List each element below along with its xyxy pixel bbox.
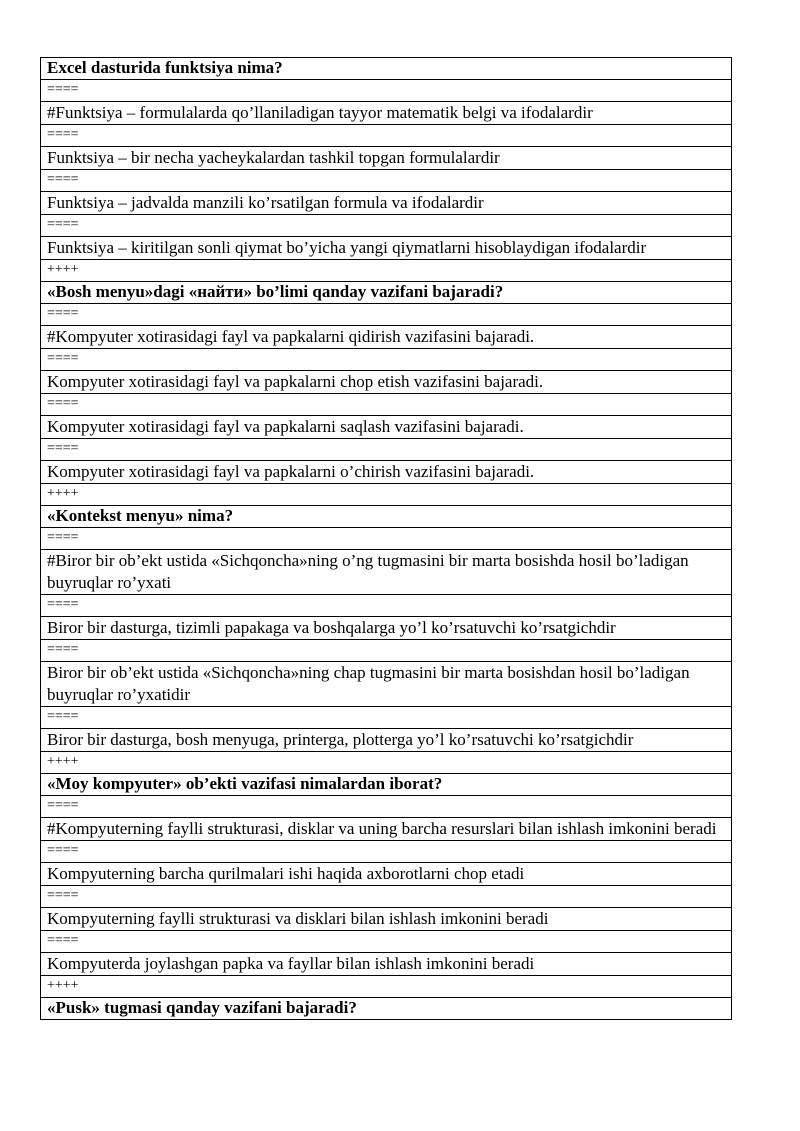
separator-text: ==== bbox=[41, 170, 732, 192]
answer-text: Biror bir dasturga, tizimli papakaga va boshqalarga yo’l ko’rsatuvchi ko’rsatgichdir bbox=[41, 617, 732, 640]
answer-text: Kompyuterda joylashgan papka va fayllar bilan ishlash imkonini beradi bbox=[41, 953, 732, 976]
separator-text: ==== bbox=[41, 215, 732, 237]
separator-row bbox=[41, 796, 732, 818]
answer-row bbox=[41, 908, 732, 931]
separator-text: ==== bbox=[41, 125, 732, 147]
separator-text: ==== bbox=[41, 640, 732, 662]
separator-text: ++++ bbox=[41, 752, 732, 774]
separator-row bbox=[41, 886, 732, 908]
answer-text: Kompyuter xotirasidagi fayl va papkalarni chop etish vazifasini bajaradi. bbox=[41, 371, 732, 394]
separator-row bbox=[41, 976, 732, 998]
answer-row bbox=[41, 192, 732, 215]
answer-row bbox=[41, 237, 732, 260]
question-row bbox=[41, 58, 732, 80]
answer-row bbox=[41, 326, 732, 349]
separator-row bbox=[41, 707, 732, 729]
question-text: «Kontekst menyu» nima? bbox=[41, 506, 732, 528]
separator-text: ==== bbox=[41, 931, 732, 953]
answer-row bbox=[41, 953, 732, 976]
document-page bbox=[40, 57, 732, 1020]
question-table bbox=[40, 57, 732, 1020]
answer-text: #Kompyuter xotirasidagi fayl va papkalarni qidirish vazifasini bajaradi. bbox=[41, 326, 732, 349]
separator-row bbox=[41, 80, 732, 102]
separator-row bbox=[41, 640, 732, 662]
question-row bbox=[41, 506, 732, 528]
separator-row bbox=[41, 215, 732, 237]
separator-text: ==== bbox=[41, 707, 732, 729]
answer-row bbox=[41, 662, 732, 707]
separator-row bbox=[41, 125, 732, 147]
separator-row bbox=[41, 394, 732, 416]
separator-text: ++++ bbox=[41, 976, 732, 998]
answer-row bbox=[41, 416, 732, 439]
answer-text: Funktsiya – kiritilgan sonli qiymat bo’yicha yangi qiymatlarni hisoblaydigan ifodalardir bbox=[41, 237, 732, 260]
question-text: Excel dasturida funktsiya nima? bbox=[41, 58, 732, 80]
separator-row bbox=[41, 260, 732, 282]
question-text: «Moy kompyuter» ob’ekti vazifasi nimalardan iborat? bbox=[41, 774, 732, 796]
separator-text: ==== bbox=[41, 394, 732, 416]
answer-text: #Funktsiya – formulalarda qo’llaniladigan tayyor matematik belgi va ifodalardir bbox=[41, 102, 732, 125]
separator-text: ==== bbox=[41, 886, 732, 908]
separator-text: ==== bbox=[41, 304, 732, 326]
question-text: «Pusk» tugmasi qanday vazifani bajaradi? bbox=[41, 998, 732, 1020]
answer-text: #Biror bir ob’ekt ustida «Sichqoncha»ning o’ng tugmasini bir marta bosishda hosil bo’ladigan buyruqlar ro’yxati bbox=[41, 550, 732, 595]
answer-text: #Kompyuterning faylli strukturasi, disklar va uning barcha resurslari bilan ishlash imkonini beradi bbox=[41, 818, 732, 841]
separator-row bbox=[41, 595, 732, 617]
answer-text: Biror bir dasturga, bosh menyuga, printerga, plotterga yo’l ko’rsatuvchi ko’rsatgichdir bbox=[41, 729, 732, 752]
answer-row bbox=[41, 617, 732, 640]
separator-row bbox=[41, 304, 732, 326]
answer-row bbox=[41, 550, 732, 595]
separator-text: ==== bbox=[41, 841, 732, 863]
separator-text: ==== bbox=[41, 595, 732, 617]
answer-text: Kompyuterning barcha qurilmalari ishi haqida axborotlarni chop etadi bbox=[41, 863, 732, 886]
separator-text: ==== bbox=[41, 528, 732, 550]
separator-row bbox=[41, 841, 732, 863]
answer-row bbox=[41, 461, 732, 484]
separator-text: ==== bbox=[41, 796, 732, 818]
answer-row bbox=[41, 102, 732, 125]
answer-text: Kompyuter xotirasidagi fayl va papkalarni o’chirish vazifasini bajaradi. bbox=[41, 461, 732, 484]
answer-row bbox=[41, 371, 732, 394]
answer-row bbox=[41, 863, 732, 886]
separator-text: ==== bbox=[41, 439, 732, 461]
question-row bbox=[41, 282, 732, 304]
separator-row bbox=[41, 484, 732, 506]
separator-row bbox=[41, 931, 732, 953]
question-table-body bbox=[41, 58, 732, 1020]
question-text: «Bosh menyu»dagi «найти» bo’limi qanday vazifani bajaradi? bbox=[41, 282, 732, 304]
answer-text: Kompyuter xotirasidagi fayl va papkalarni saqlash vazifasini bajaradi. bbox=[41, 416, 732, 439]
separator-text: ++++ bbox=[41, 260, 732, 282]
separator-row bbox=[41, 439, 732, 461]
answer-row bbox=[41, 818, 732, 841]
answer-text: Kompyuterning faylli strukturasi va disklari bilan ishlash imkonini beradi bbox=[41, 908, 732, 931]
answer-row bbox=[41, 147, 732, 170]
answer-text: Funktsiya – jadvalda manzili ko’rsatilgan formula va ifodalardir bbox=[41, 192, 732, 215]
answer-row bbox=[41, 729, 732, 752]
separator-row bbox=[41, 752, 732, 774]
separator-row bbox=[41, 349, 732, 371]
separator-text: ==== bbox=[41, 80, 732, 102]
answer-text: Funktsiya – bir necha yacheykalardan tashkil topgan formulalardir bbox=[41, 147, 732, 170]
question-row bbox=[41, 774, 732, 796]
separator-row bbox=[41, 528, 732, 550]
answer-text: Biror bir ob’ekt ustida «Sichqoncha»ning chap tugmasini bir marta bosishdan hosil bo’ladigan buyruqlar ro’yxatidir bbox=[41, 662, 732, 707]
separator-text: ++++ bbox=[41, 484, 732, 506]
separator-row bbox=[41, 170, 732, 192]
separator-text: ==== bbox=[41, 349, 732, 371]
question-row bbox=[41, 998, 732, 1020]
